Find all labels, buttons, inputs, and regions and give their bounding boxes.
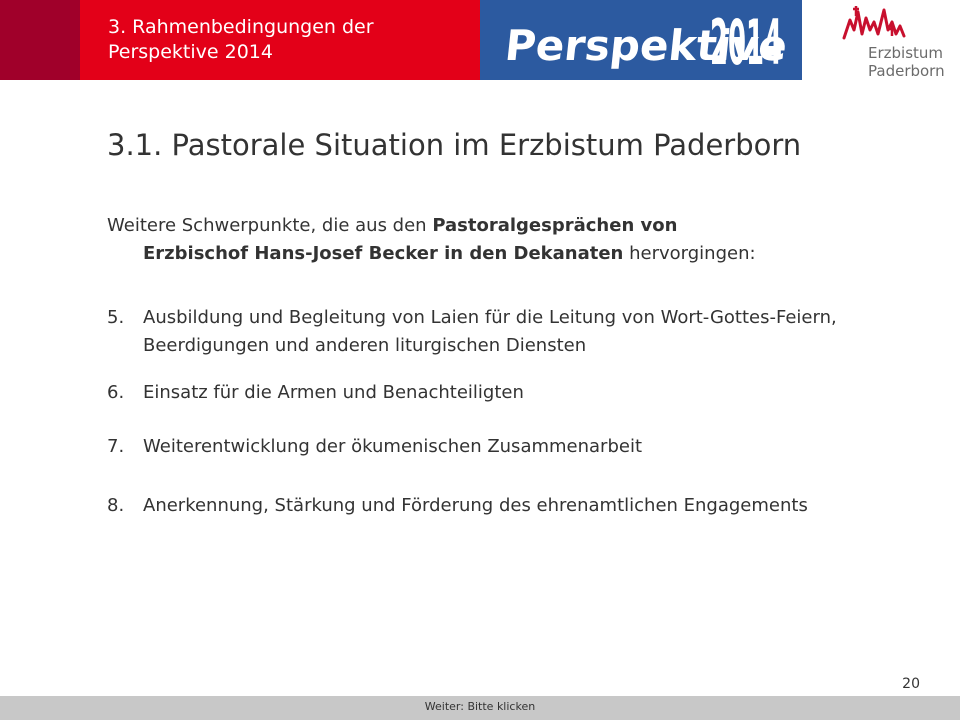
intro-part-1: Weitere Schwerpunkte, die aus den — [107, 215, 433, 236]
next-slide-hint[interactable]: Weiter: Bitte klicken — [424, 700, 536, 713]
intro-line-2 — [107, 240, 907, 268]
list-item-number: 6. — [107, 382, 125, 403]
header-title-block — [80, 0, 480, 80]
intro-text — [107, 212, 907, 268]
list-item-number: 8. — [107, 495, 125, 516]
list-item-number: 7. — [107, 436, 125, 457]
list-item — [107, 433, 847, 461]
header-accent-block — [0, 0, 80, 80]
list-item — [107, 379, 847, 407]
intro-bold-2: Erzbischof Hans-Josef Becker in den Dekanaten — [143, 243, 624, 264]
page-title: 3.1. Pastorale Situation im Erzbistum Paderborn — [107, 128, 802, 162]
svg-text:Perspektive: Perspektive — [502, 21, 790, 70]
erzbistum-logo — [840, 0, 944, 90]
slide-header — [0, 0, 960, 80]
intro-part-2: hervorgingen: — [623, 243, 756, 264]
list-item-text: Anerkennung, Stärkung und Förderung des ehrenamtlichen Engagements — [143, 495, 808, 516]
list-item-text: Ausbildung und Begleitung von Laien für die Leitung von Wort-Gottes-Feiern, Beerdigungen und anderen liturgischen Diensten — [143, 307, 837, 356]
list-item — [107, 304, 847, 360]
list-item-text: Einsatz für die Armen und Benachteiligten — [143, 382, 524, 403]
perspektive-2014-logo — [480, 0, 802, 80]
logo-line-2: Paderborn — [868, 62, 945, 80]
logo-text — [868, 44, 948, 80]
intro-bold-1: Pastoralgesprächen von — [432, 215, 678, 236]
svg-text:2014: 2014 — [710, 6, 782, 79]
logo-line-1: Erzbistum — [868, 44, 944, 62]
list-item-text: Weiterentwicklung der ökumenischen Zusammenarbeit — [143, 436, 643, 457]
section-title: 3. Rahmenbedingungen der Perspektive 2014 — [108, 16, 374, 63]
list-item-number: 5. — [107, 307, 125, 328]
perspektive-2014-banner — [480, 0, 802, 80]
page-number: 20 — [902, 676, 920, 692]
cathedral-icon — [840, 0, 944, 44]
list-item — [107, 492, 847, 520]
